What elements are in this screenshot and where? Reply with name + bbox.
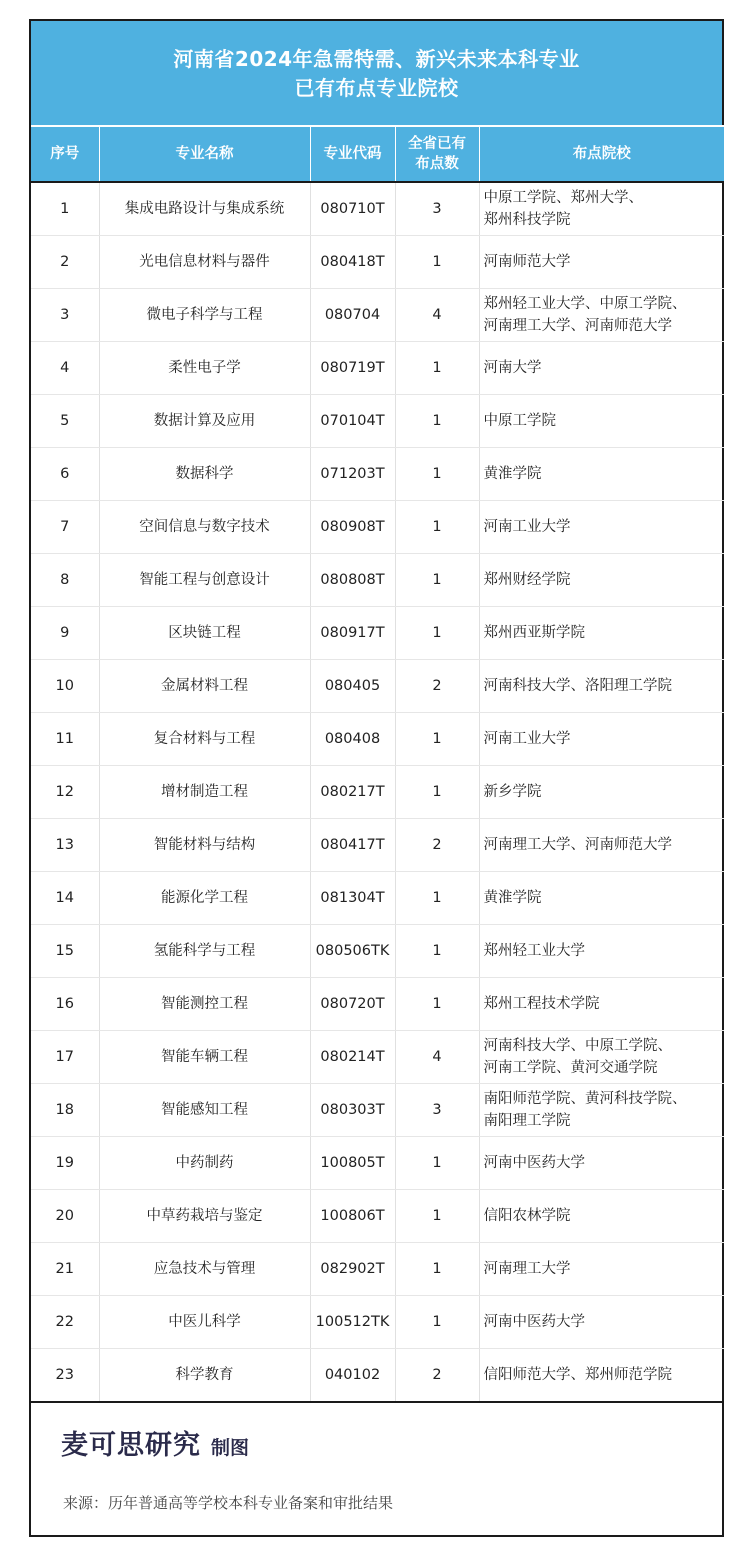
table-header-row xyxy=(31,126,724,182)
cell-schools xyxy=(479,660,724,713)
cell-index: 6 xyxy=(31,448,99,501)
cell-count: 1 xyxy=(395,501,479,554)
cell-major-code: 081304T xyxy=(310,872,395,925)
cell-count: 2 xyxy=(395,819,479,872)
cell-count: 3 xyxy=(395,182,479,236)
cell-schools xyxy=(479,819,724,872)
cell-count: 1 xyxy=(395,1243,479,1296)
school-line: 河南工业大学 xyxy=(483,731,571,747)
cell-major-code: 080405 xyxy=(310,660,395,713)
cell-major-name: 科学教育 xyxy=(99,1349,310,1403)
cell-major-code: 100805T xyxy=(310,1137,395,1190)
table-row xyxy=(31,236,724,289)
header-index: 序号 xyxy=(31,126,99,182)
cell-schools xyxy=(479,766,724,819)
school-line: 河南科技大学、洛阳理工学院 xyxy=(483,678,672,694)
majors-table xyxy=(31,125,724,1403)
table-row xyxy=(31,395,724,448)
school-line: 郑州工程技术学院 xyxy=(483,996,600,1012)
cell-major-code: 080408 xyxy=(310,713,395,766)
cell-major-code: 070104T xyxy=(310,395,395,448)
cell-index: 20 xyxy=(31,1190,99,1243)
table-row xyxy=(31,925,724,978)
table-row xyxy=(31,1031,724,1084)
table-row xyxy=(31,554,724,607)
cell-count: 1 xyxy=(395,872,479,925)
cell-major-name: 智能感知工程 xyxy=(99,1084,310,1137)
cell-major-name: 智能测控工程 xyxy=(99,978,310,1031)
table-row xyxy=(31,1084,724,1137)
cell-index: 23 xyxy=(31,1349,99,1403)
cell-count: 1 xyxy=(395,342,479,395)
cell-schools xyxy=(479,607,724,660)
cell-major-code: 080417T xyxy=(310,819,395,872)
cell-schools xyxy=(479,501,724,554)
table-body xyxy=(31,182,724,1402)
cell-count: 1 xyxy=(395,607,479,660)
cell-index: 16 xyxy=(31,978,99,1031)
school-line: 中原工学院、郑州大学、 xyxy=(483,190,643,206)
cell-major-name: 应急技术与管理 xyxy=(99,1243,310,1296)
school-line: 河南大学 xyxy=(483,360,542,376)
header-count xyxy=(395,126,479,182)
cell-schools xyxy=(479,978,724,1031)
cell-index: 10 xyxy=(31,660,99,713)
header-major-code: 专业代码 xyxy=(310,126,395,182)
cell-schools xyxy=(479,872,724,925)
cell-index: 4 xyxy=(31,342,99,395)
school-line: 河南科技大学、中原工学院、 xyxy=(483,1038,672,1054)
table-row xyxy=(31,872,724,925)
cell-count: 1 xyxy=(395,713,479,766)
school-line: 信阳农林学院 xyxy=(483,1208,571,1224)
cell-count: 1 xyxy=(395,978,479,1031)
cell-major-code: 080908T xyxy=(310,501,395,554)
table-row xyxy=(31,1190,724,1243)
school-line: 郑州轻工业大学 xyxy=(483,943,585,959)
cell-schools xyxy=(479,1296,724,1349)
school-line: 河南师范大学 xyxy=(483,254,571,270)
cell-major-name: 空间信息与数字技术 xyxy=(99,501,310,554)
cell-index: 3 xyxy=(31,289,99,342)
cell-count: 3 xyxy=(395,1084,479,1137)
cell-schools xyxy=(479,554,724,607)
cell-count: 1 xyxy=(395,554,479,607)
school-line: 信阳师范大学、郑州师范学院 xyxy=(483,1367,672,1383)
cell-schools xyxy=(479,182,724,236)
school-line: 河南中医药大学 xyxy=(483,1155,585,1171)
cell-major-code: 080214T xyxy=(310,1031,395,1084)
cell-index: 8 xyxy=(31,554,99,607)
infographic-frame xyxy=(29,19,724,1537)
cell-index: 7 xyxy=(31,501,99,554)
school-line: 中原工学院 xyxy=(483,413,556,429)
cell-major-name: 柔性电子学 xyxy=(99,342,310,395)
cell-major-code: 080719T xyxy=(310,342,395,395)
cell-major-name: 复合材料与工程 xyxy=(99,713,310,766)
cell-major-code: 080917T xyxy=(310,607,395,660)
table-row xyxy=(31,713,724,766)
header-count-line-2: 布点数 xyxy=(415,156,459,172)
brand-name: 麦可思研究 xyxy=(61,1430,201,1461)
school-line: 郑州财经学院 xyxy=(483,572,571,588)
cell-index: 19 xyxy=(31,1137,99,1190)
table-row xyxy=(31,978,724,1031)
cell-schools xyxy=(479,1084,724,1137)
table-row xyxy=(31,766,724,819)
table-row xyxy=(31,289,724,342)
school-line: 郑州轻工业大学、中原工学院、 xyxy=(483,296,687,312)
school-line: 河南工业大学 xyxy=(483,519,571,535)
school-line: 南阳理工学院 xyxy=(483,1113,571,1129)
cell-major-name: 金属材料工程 xyxy=(99,660,310,713)
cell-major-code: 080303T xyxy=(310,1084,395,1137)
school-line: 河南理工大学、河南师范大学 xyxy=(483,837,672,853)
cell-major-name: 集成电路设计与集成系统 xyxy=(99,182,310,236)
cell-count: 1 xyxy=(395,236,479,289)
table-row xyxy=(31,819,724,872)
cell-index: 18 xyxy=(31,1084,99,1137)
cell-count: 2 xyxy=(395,1349,479,1403)
brand-suffix: 制图 xyxy=(211,1437,250,1459)
cell-major-code: 100806T xyxy=(310,1190,395,1243)
cell-schools xyxy=(479,236,724,289)
cell-major-name: 能源化学工程 xyxy=(99,872,310,925)
cell-schools xyxy=(479,925,724,978)
cell-major-code: 080808T xyxy=(310,554,395,607)
table-row xyxy=(31,1137,724,1190)
cell-schools xyxy=(479,1137,724,1190)
cell-major-name: 智能工程与创意设计 xyxy=(99,554,310,607)
cell-count: 1 xyxy=(395,766,479,819)
cell-index: 13 xyxy=(31,819,99,872)
cell-index: 21 xyxy=(31,1243,99,1296)
cell-major-name: 中草药栽培与鉴定 xyxy=(99,1190,310,1243)
table-row xyxy=(31,501,724,554)
cell-major-name: 数据计算及应用 xyxy=(99,395,310,448)
school-line: 河南中医药大学 xyxy=(483,1314,585,1330)
table-row xyxy=(31,1296,724,1349)
cell-schools xyxy=(479,713,724,766)
cell-major-code: 080217T xyxy=(310,766,395,819)
school-line: 河南理工大学、河南师范大学 xyxy=(483,318,672,334)
cell-major-name: 光电信息材料与器件 xyxy=(99,236,310,289)
school-line: 郑州西亚斯学院 xyxy=(483,625,585,641)
cell-count: 1 xyxy=(395,1296,479,1349)
cell-count: 1 xyxy=(395,1190,479,1243)
table-row xyxy=(31,342,724,395)
cell-major-code: 080418T xyxy=(310,236,395,289)
cell-schools xyxy=(479,1349,724,1403)
cell-count: 1 xyxy=(395,1137,479,1190)
school-line: 黄淮学院 xyxy=(483,890,542,906)
cell-count: 1 xyxy=(395,925,479,978)
title-line-1: 河南省2024年急需特需、新兴未来本科专业 xyxy=(173,47,580,71)
cell-index: 11 xyxy=(31,713,99,766)
table-row xyxy=(31,1349,724,1403)
cell-major-name: 中药制药 xyxy=(99,1137,310,1190)
cell-major-code: 080704 xyxy=(310,289,395,342)
school-line: 河南理工大学 xyxy=(483,1261,571,1277)
cell-index: 1 xyxy=(31,182,99,236)
cell-schools xyxy=(479,1190,724,1243)
cell-index: 9 xyxy=(31,607,99,660)
cell-schools xyxy=(479,448,724,501)
cell-major-name: 增材制造工程 xyxy=(99,766,310,819)
cell-schools xyxy=(479,289,724,342)
cell-major-code: 080506TK xyxy=(310,925,395,978)
cell-major-name: 微电子科学与工程 xyxy=(99,289,310,342)
cell-schools xyxy=(479,342,724,395)
cell-index: 17 xyxy=(31,1031,99,1084)
table-row xyxy=(31,448,724,501)
cell-major-code: 100512TK xyxy=(310,1296,395,1349)
cell-count: 4 xyxy=(395,1031,479,1084)
cell-major-code: 071203T xyxy=(310,448,395,501)
cell-count: 1 xyxy=(395,448,479,501)
title-line-2: 已有布点专业院校 xyxy=(294,76,459,100)
cell-index: 5 xyxy=(31,395,99,448)
cell-index: 12 xyxy=(31,766,99,819)
cell-schools xyxy=(479,395,724,448)
cell-major-name: 氢能科学与工程 xyxy=(99,925,310,978)
school-line: 南阳师范学院、黄河科技学院、 xyxy=(483,1091,687,1107)
table-row xyxy=(31,182,724,236)
cell-major-name: 区块链工程 xyxy=(99,607,310,660)
cell-schools xyxy=(479,1243,724,1296)
table-row xyxy=(31,607,724,660)
header-schools: 布点院校 xyxy=(479,126,724,182)
table-row xyxy=(31,1243,724,1296)
cell-major-code: 082902T xyxy=(310,1243,395,1296)
cell-major-name: 数据科学 xyxy=(99,448,310,501)
cell-count: 1 xyxy=(395,395,479,448)
cell-count: 4 xyxy=(395,289,479,342)
cell-major-code: 040102 xyxy=(310,1349,395,1403)
cell-index: 2 xyxy=(31,236,99,289)
cell-major-name: 智能车辆工程 xyxy=(99,1031,310,1084)
header-major-name: 专业名称 xyxy=(99,126,310,182)
school-line: 黄淮学院 xyxy=(483,466,542,482)
cell-major-code: 080720T xyxy=(310,978,395,1031)
footer-brand xyxy=(61,1423,249,1462)
school-line: 河南工学院、黄河交通学院 xyxy=(483,1060,658,1076)
cell-schools xyxy=(479,1031,724,1084)
cell-index: 14 xyxy=(31,872,99,925)
table-row xyxy=(31,660,724,713)
header-count-line-1: 全省已有 xyxy=(408,136,466,152)
cell-index: 15 xyxy=(31,925,99,978)
cell-major-name: 智能材料与结构 xyxy=(99,819,310,872)
school-line: 新乡学院 xyxy=(483,784,542,800)
title-band xyxy=(31,21,722,125)
cell-major-code: 080710T xyxy=(310,182,395,236)
cell-index: 22 xyxy=(31,1296,99,1349)
school-line: 郑州科技学院 xyxy=(483,212,571,228)
source-note: 来源：历年普通高等学校本科专业备案和审批结果 xyxy=(63,1494,394,1512)
cell-count: 2 xyxy=(395,660,479,713)
cell-major-name: 中医儿科学 xyxy=(99,1296,310,1349)
